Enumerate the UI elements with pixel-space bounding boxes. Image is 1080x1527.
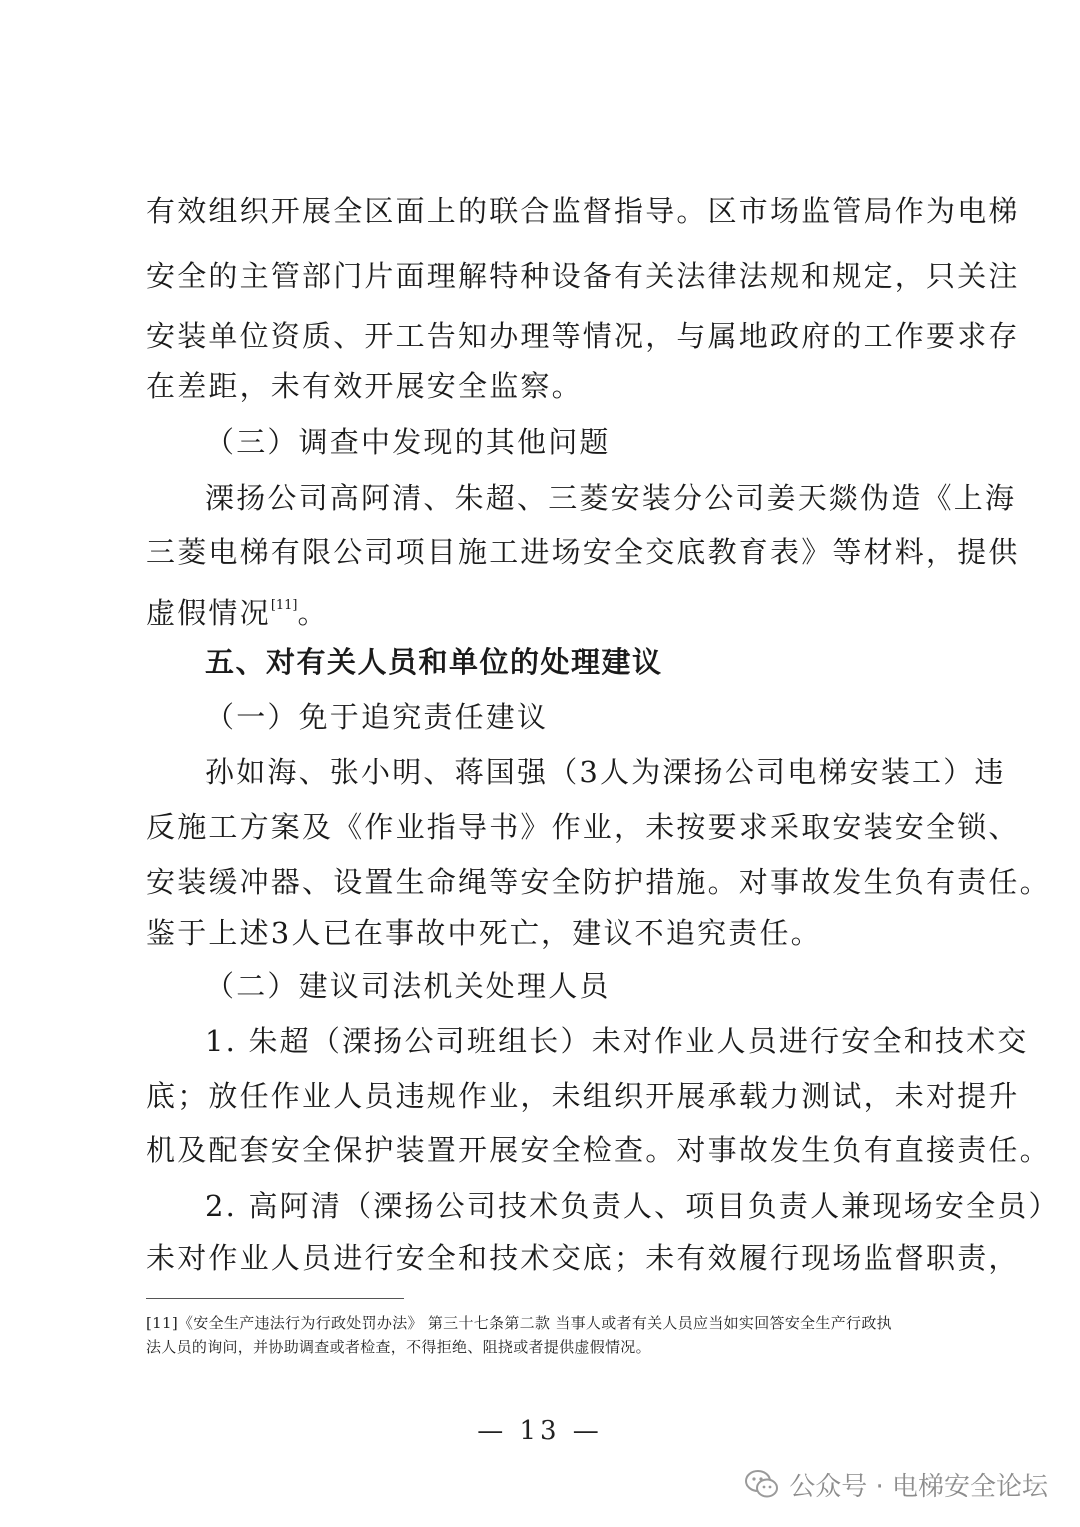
- body-line: 安装单位资质、开工告知办理等情况，与属地政府的工作要求存: [146, 319, 1020, 353]
- body-line: 2. 高阿清（溧扬公司技术负责人、项目负责人兼现场安全员）: [205, 1189, 1060, 1223]
- body-line: 反施工方案及《作业指导书》作业，未按要求采取安装安全锁、: [146, 810, 1020, 844]
- body-text: 虚假情况: [146, 596, 271, 630]
- footnote-reference: [11]: [270, 598, 298, 613]
- page-number: — 13 —: [477, 1416, 603, 1446]
- watermark: [745, 1464, 1048, 1504]
- body-line: [146, 586, 946, 633]
- body-line: 在差距，未有效开展安全监察。: [146, 369, 583, 403]
- body-line: 安全的主管部门片面理解特种设备有关法律法规和规定，只关注: [146, 259, 1020, 293]
- body-line: 溧扬公司高阿清、朱超、三菱安装分公司姜天燚伪造《上海: [205, 481, 1017, 515]
- body-line: 未对作业人员进行安全和技术交底；未有效履行现场监督职责，: [146, 1241, 1020, 1275]
- body-line: 底；放任作业人员违规作业，未组织开展承载力测试，未对提升: [146, 1079, 1020, 1113]
- section-5-heading: 五、对有关人员和单位的处理建议: [205, 645, 663, 679]
- watermark-text: 公众号 · 电梯安全论坛: [789, 1471, 1048, 1502]
- body-line: 1. 朱超（溧扬公司班组长）未对作业人员进行安全和技术交: [205, 1024, 1029, 1058]
- footnote-line: 法人员的询问，并协助调查或者检查，不得拒绝、阻挠或者提供虚假情况。: [146, 1338, 651, 1356]
- body-line: 机及配套安全保护装置开展安全检查。对事故发生负有直接责任。: [146, 1133, 1051, 1167]
- subsection-2-heading: （二）建议司法机关处理人员: [205, 969, 611, 1003]
- section-3-heading: （三）调查中发现的其他问题: [205, 425, 611, 459]
- body-line: 三菱电梯有限公司项目施工进场安全交底教育表》等材料，提供: [146, 535, 1020, 569]
- footnote-divider: [146, 1298, 404, 1299]
- body-line: 安装缓冲器、设置生命绳等安全防护措施。对事故发生负有责任。: [146, 865, 1051, 899]
- subsection-1-heading: （一）免于追究责任建议: [205, 700, 549, 734]
- wechat-icon: [745, 1469, 779, 1499]
- body-line: 有效组织开展全区面上的联合监督指导。区市场监管局作为电梯: [146, 194, 1020, 228]
- footnote-line: [11]《安全生产违法行为行政处罚办法》 第三十七条第二款 当事人或者有关人员应当如实回答安全生产行政执: [146, 1314, 892, 1332]
- body-text: 。: [297, 596, 329, 630]
- body-line: 孙如海、张小明、蒋国强（3人为溧扬公司电梯安装工）违: [205, 755, 1006, 789]
- body-line: 鉴于上述3人已在事故中死亡，建议不追究责任。: [146, 916, 822, 950]
